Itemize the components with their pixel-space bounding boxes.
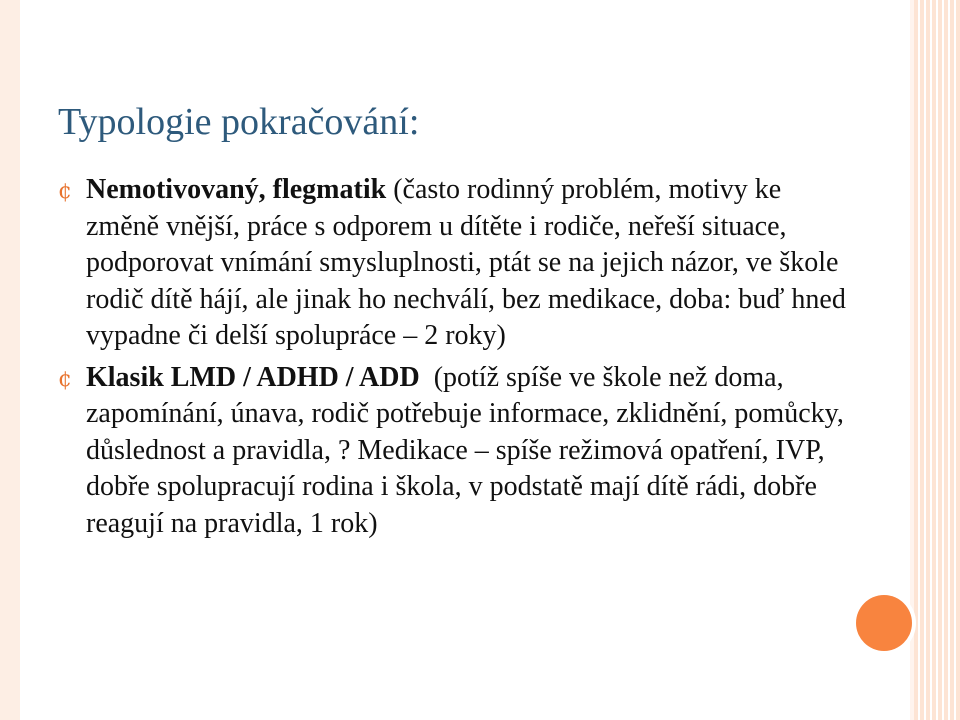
- bullet-term: Klasik LMD / ADHD / ADD: [86, 361, 420, 393]
- right-decorative-band: [914, 0, 960, 720]
- slide-title: Typologie pokračování:: [58, 101, 420, 143]
- left-decorative-stripe: [0, 0, 20, 720]
- accent-circle: [856, 595, 912, 651]
- bullet-item-nemotivovany: [58, 172, 858, 355]
- bullet-marker-icon: ¢: [58, 179, 72, 204]
- bullet-text: (často rodinný problém, motivy ke změně vnější, práce s odporem u dítěte i rodiče, neřeší situace, podporovat vnímání smysluplnosti, ptát se na jejich názor, ve škole rodič dítě hájí, ale jinak ho nechválí, bez medikace, doba: buď hned vypadne či delší spolupráce – 2 roky): [86, 174, 846, 351]
- bullet-list: [58, 172, 858, 547]
- bullet-text: (potíž spíše ve škole než doma, zapomínání, únava, rodič potřebuje informace, zklidnění, pomůcky, důslednost a pravidla, ? Medikace – spíše režimová opatření, IVP, dobře spolupracují rodina i škola, v podstatě mají dítě rádi, dobře reagují na pravidla, 1 rok): [86, 361, 844, 539]
- bullet-term: Nemotivovaný, flegmatik: [86, 174, 387, 205]
- bullet-marker-icon: ¢: [58, 366, 72, 392]
- bullet-item-klasik: [58, 360, 858, 543]
